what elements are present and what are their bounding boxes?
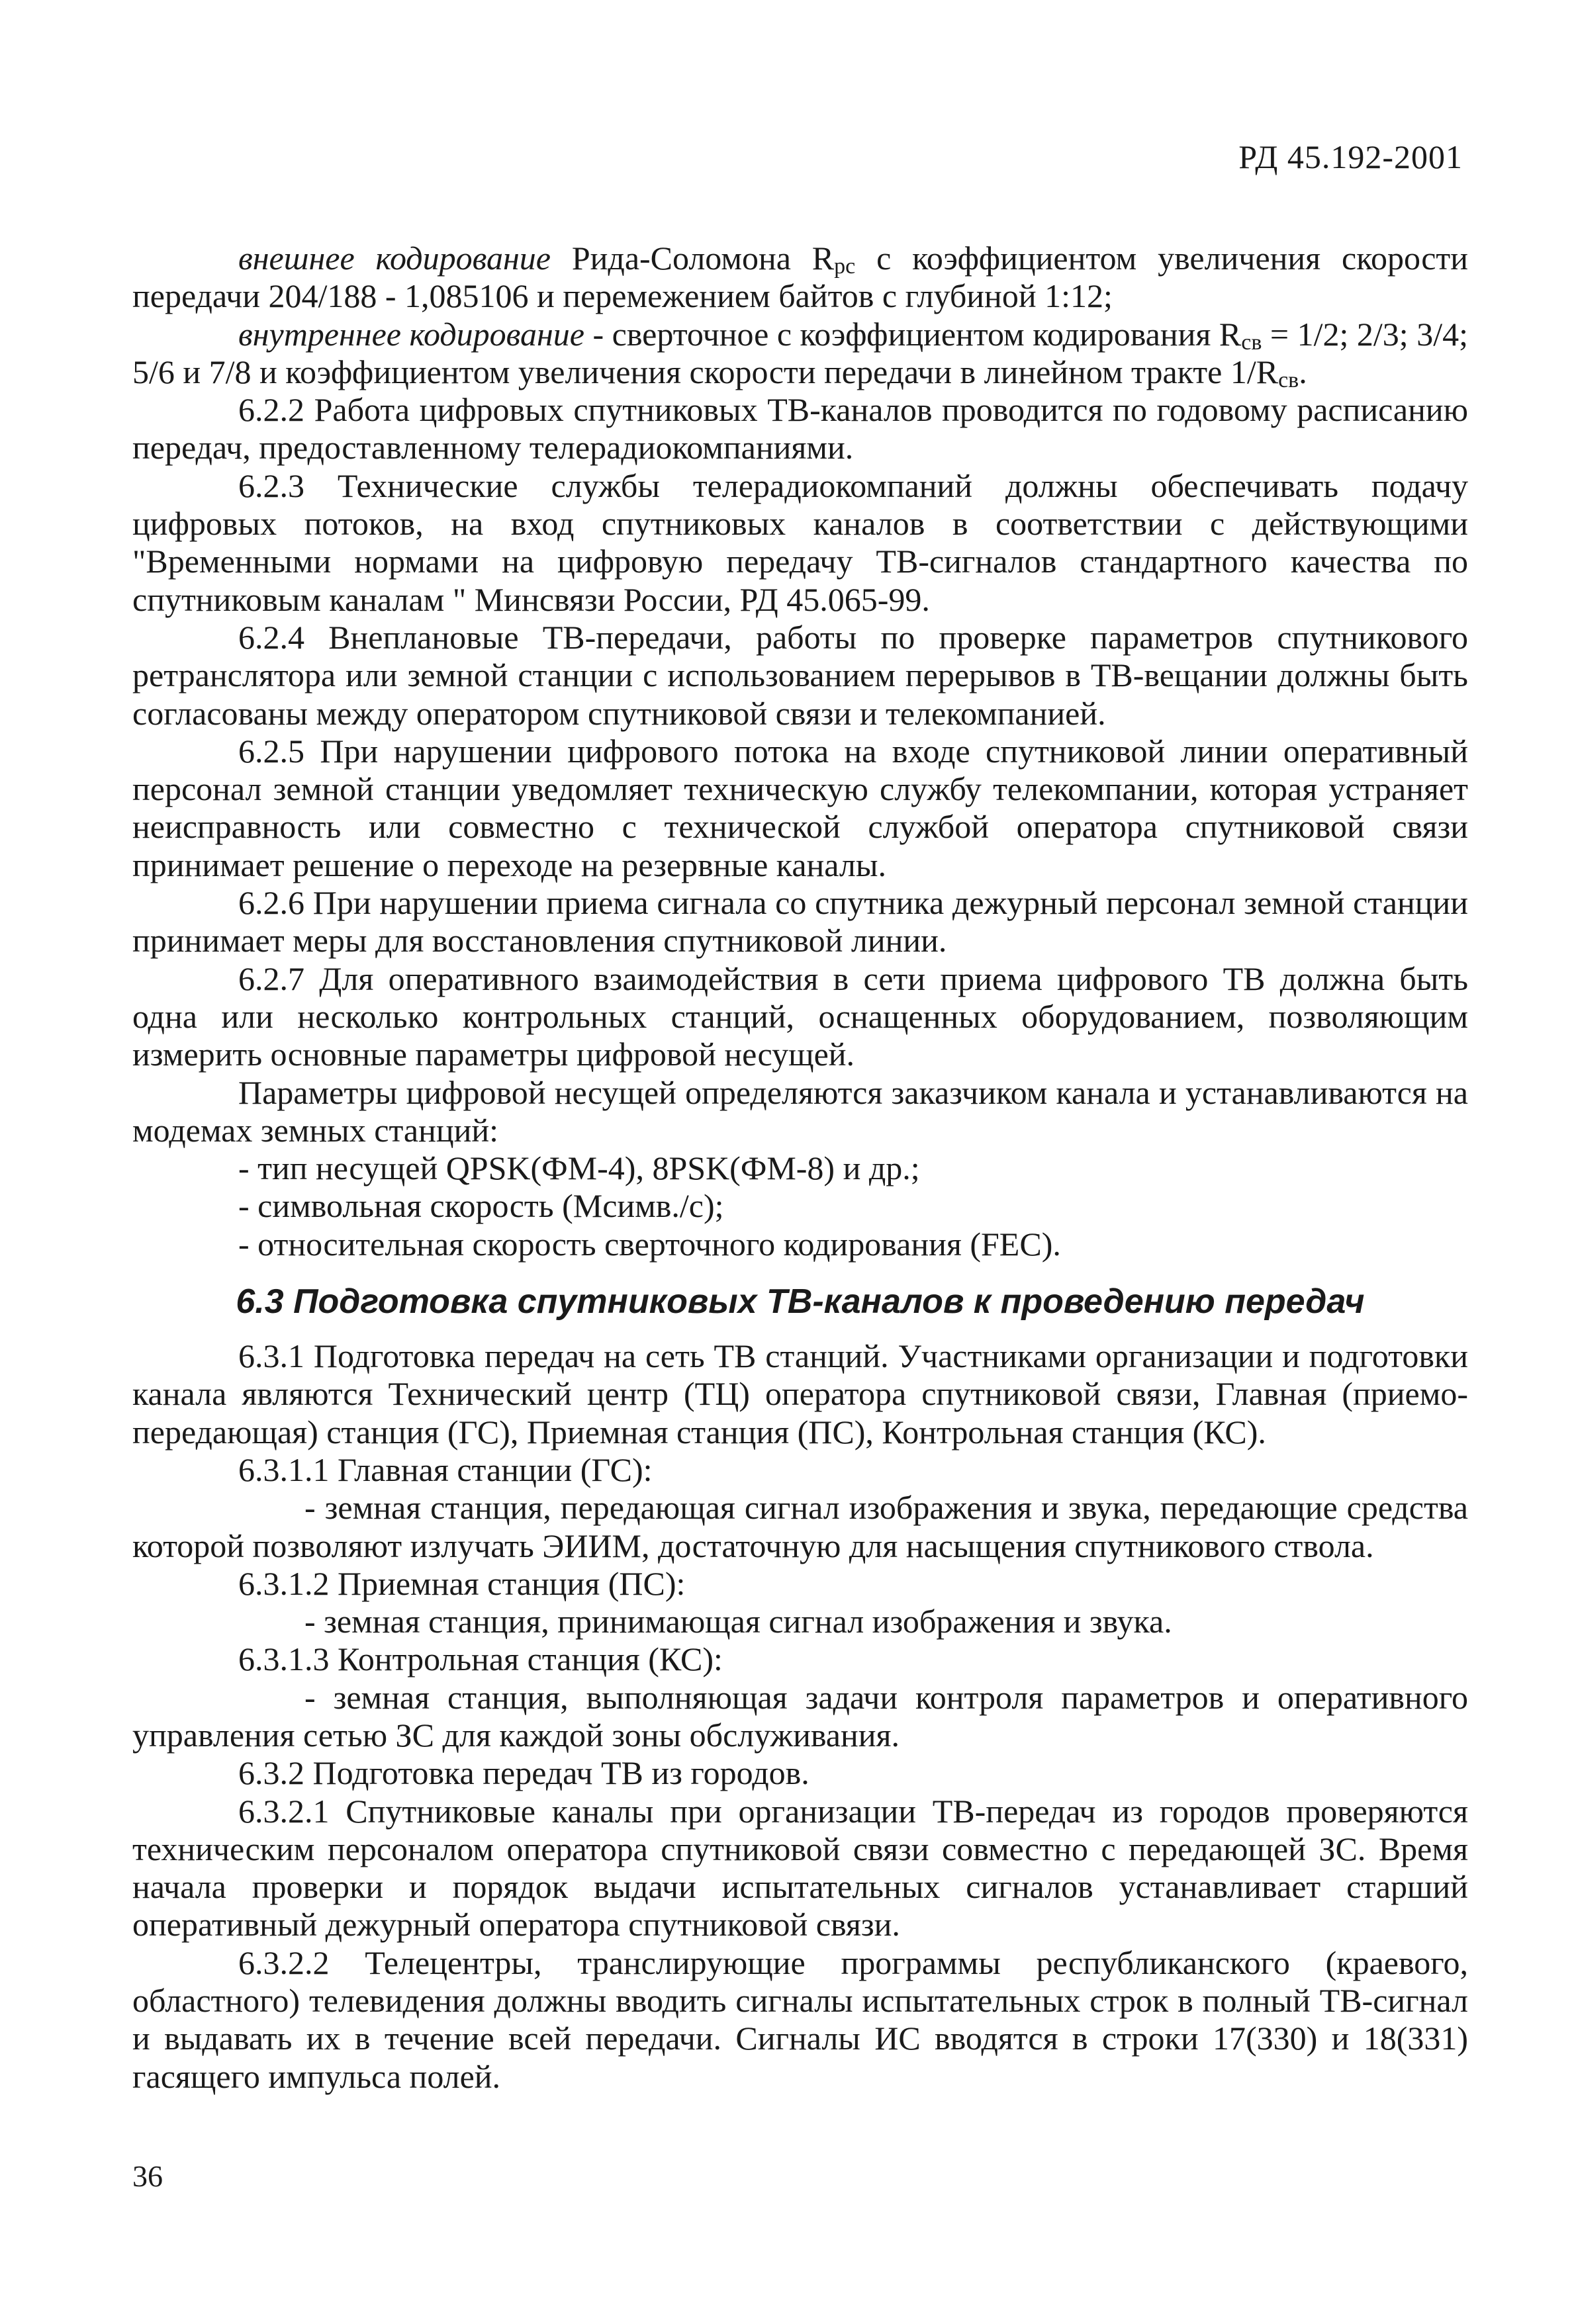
list-item-fec: - относительная скорость сверточного кодирования (FEC). <box>238 1225 1061 1263</box>
paragraph-6-3-2-1: 6.3.2.1 Спутниковые каналы при организации ТВ-передач из городов проверяются техническим персоналом оператора спутниковой связи совместно с передающей ЗС. Время начала проверки и порядок выдачи испытательных сигналов устанавливает старший оперативный дежурный оператора спутниковой связи. <box>132 1792 1468 1944</box>
list-item-carrier-type: - тип несущей QPSK(ФМ-4), 8PSK(ФМ-8) и др.; <box>238 1149 920 1187</box>
paragraph-outer-coding <box>132 240 1468 316</box>
term-inner-coding: внутреннее кодирование <box>238 315 584 353</box>
paragraph-6-2-2: 6.2.2 Работа цифровых спутниковых ТВ-каналов проводится по годовому расписанию передач, предоставленному телерадиокомпаниями. <box>132 391 1468 467</box>
paragraph-6-3-2-2: 6.3.2.2 Телецентры, транслирующие программы республиканского (краевого, областного) телевидения должны вводить сигналы испытательных строк в полный ТВ-сигнал и выдавать их в течение всей передачи. Сигналы ИС вводятся в строки 17(330) и 18(331) гасящего импульса полей. <box>132 1944 1468 2095</box>
paragraph-inner-coding <box>132 316 1468 392</box>
page-content <box>132 240 1468 2096</box>
inner-coding-text-c: . <box>1299 353 1307 390</box>
paragraph-6-3-1-2: 6.3.1.2 Приемная станция (ПС): <box>238 1564 686 1602</box>
term-outer-coding: внешнее кодирование <box>238 240 551 277</box>
paragraph-6-2-6: 6.2.6 При нарушении приема сигнала со спутника дежурный персонал земной станции принимает меры для восстановления спутниковой линии. <box>132 884 1468 960</box>
paragraph-6-3-1-3: 6.3.1.3 Контрольная станция (КС): <box>238 1640 723 1678</box>
outer-coding-text-b: с коэффициентом увеличения скорости передачи 204/188 - 1,085106 и перемежением байтов с глубиной 1:12; <box>132 240 1468 315</box>
paragraph-6-2-3: 6.2.3 Технические службы телерадиокомпаний должны обеспечивать подачу цифровых потоков, на вход спутниковых каналов в соответствии с действующими "Временными нормами на цифровую передачу ТВ-сигналов стандартного качества по спутниковым каналам " Минсвязи России, РД 45.065-99. <box>132 467 1468 618</box>
paragraph-6-2-7: 6.2.7 Для оперативного взаимодействия в сети приема цифрового ТВ должна быть одна или несколько контрольных станций, оснащенных оборудованием, позволяющим измерить основные параметры цифровой несущей. <box>132 960 1468 1073</box>
paragraph-6-3-1-1: 6.3.1.1 Главная станции (ГС): <box>238 1451 653 1488</box>
paragraph-6-2-5: 6.2.5 При нарушении цифрового потока на входе спутниковой линии оперативный персонал земной станции уведомляет техническую службу телекомпании, которая устраняет неисправность или совместно с технической службой оператора спутниковой связи принимает решение о переходе на резервные каналы. <box>132 732 1468 883</box>
subscript-sv-1: св <box>1241 330 1262 355</box>
inner-coding-text-a: - сверточное с коэффициентом кодирования R <box>584 315 1242 353</box>
paragraph-carrier-params: Параметры цифровой несущей определяются заказчиком канала и устанавливаются на модемах земных станций: <box>132 1073 1468 1149</box>
paragraph-6-2-4: 6.2.4 Внеплановые ТВ-передачи, работы по проверке параметров спутникового ретранслятора или земной станции с использованием перерывов в ТВ-вещании должны быть согласованы между оператором спутниковой связи и телекомпанией. <box>132 618 1468 732</box>
inner-coding-text-b: = 1/2; 2/3; 3/4; 5/6 и 7/8 и коэффициентом увеличения скорости передачи в линейном тракте 1/R <box>132 315 1468 390</box>
subscript-sv-2: св <box>1278 367 1299 392</box>
subscript-rs: рс <box>834 254 856 279</box>
paragraph-6-3-1: 6.3.1 Подготовка передач на сеть ТВ станций. Участниками организации и подготовки канала являются Технический центр (ТЦ) оператора спутниковой связи, Главная (приемо-передающая) станция (ГС), Приемная станция (ПС), Контрольная станция (КС). <box>132 1337 1468 1451</box>
paragraph-main-station-desc: - земная станция, передающая сигнал изображения и звука, передающие средства которой позволяют излучать ЭИИМ, достаточную для насыщения спутникового ствола. <box>132 1489 1468 1564</box>
paragraph-receive-station-desc: - земная станция, принимающая сигнал изображения и звука. <box>304 1603 1172 1640</box>
section-heading-6-3: 6.3 Подготовка спутниковых ТВ-каналов к проведению передач <box>236 1282 1365 1321</box>
paragraph-6-3-2: 6.3.2 Подготовка передач ТВ из городов. <box>238 1754 810 1792</box>
list-item-symbol-rate: - символьная скорость (Мсимв./с); <box>238 1187 724 1225</box>
document-code: РД 45.192-2001 <box>1238 138 1463 175</box>
paragraph-control-station-desc: - земная станция, выполняющая задачи контроля параметров и оперативного управления сетью ЗС для каждой зоны обслуживания. <box>132 1678 1468 1754</box>
page-number: 36 <box>132 2159 163 2193</box>
outer-coding-text-a: Рида-Соломона R <box>550 240 835 277</box>
